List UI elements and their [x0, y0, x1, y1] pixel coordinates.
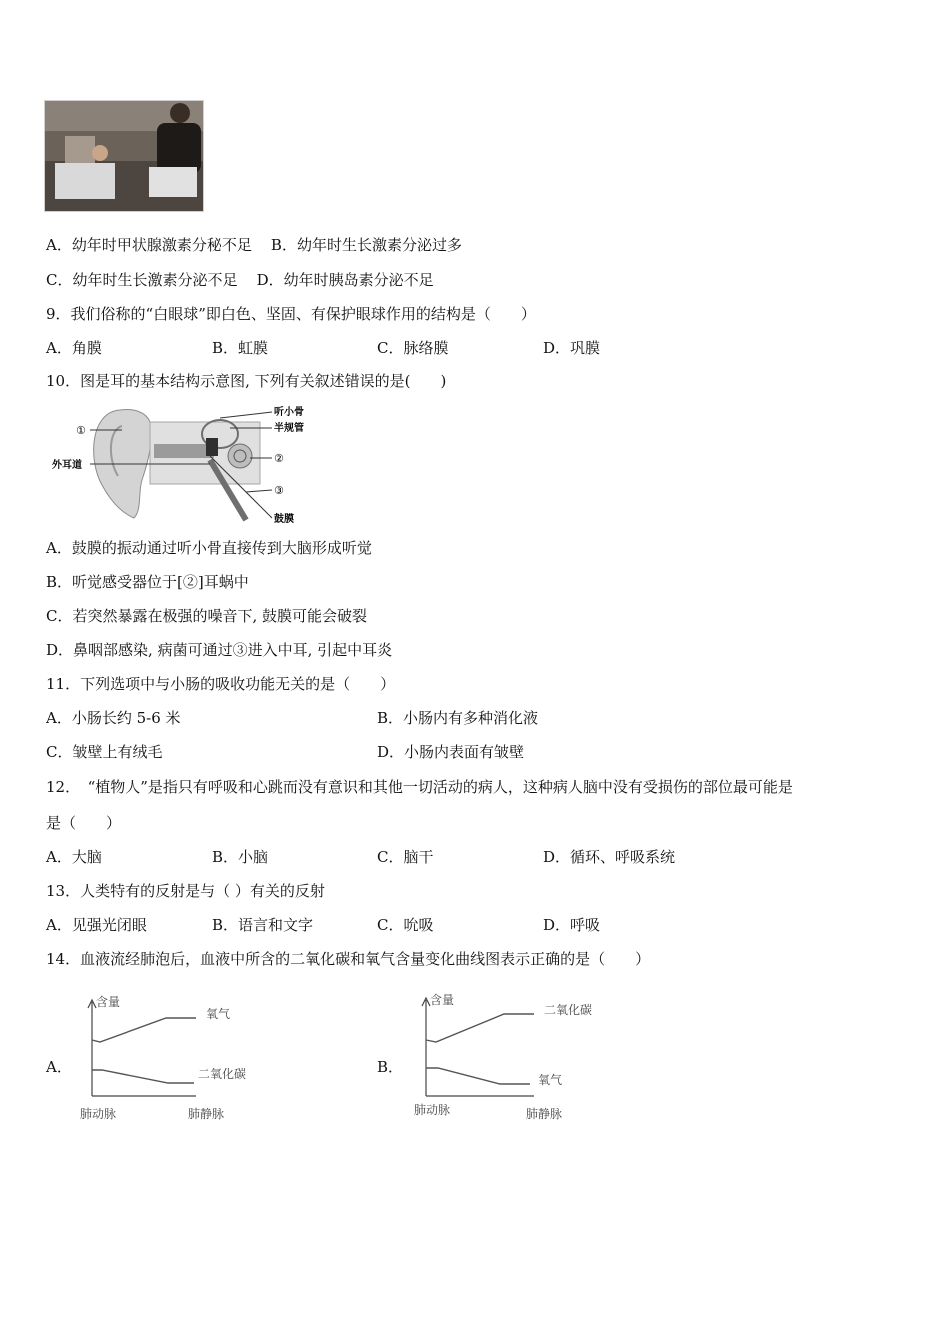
q12-option-d: D．循环、呼吸系统: [543, 848, 676, 866]
graph-b-lower-label: 氧气: [538, 1073, 563, 1087]
ear-label-canals: 半规管: [274, 423, 304, 434]
q13-option-a: A．见强光闭眼: [46, 916, 147, 934]
graph-b-ylabel: 含量: [430, 993, 455, 1007]
q8-option-b: B．幼年时生长激素分泌过多: [270, 236, 462, 254]
graph-b-curve-co2: [426, 1014, 534, 1042]
q13-option-c: C．吮吸: [377, 916, 434, 934]
ear-label-1: ①: [76, 424, 86, 437]
q12-option-b: B．小脑: [212, 848, 269, 866]
q14-option-a-label: A．: [46, 1058, 72, 1076]
graph-a-x-start: 肺动脉: [80, 1107, 117, 1121]
q12-option-c: C．脑干: [377, 848, 434, 866]
graph-a-upper-label: 氧气: [206, 1007, 231, 1021]
question-12-stem-line-2: 是（ ）: [46, 814, 122, 832]
q8-option-a: A．幼年时甲状腺激素分秘不足: [46, 236, 252, 254]
q9-option-b: B．虹膜: [212, 339, 269, 357]
q10-option-d: D．鼻咽部感染, 病菌可通过③进入中耳, 引起中耳炎: [46, 641, 393, 659]
question-14-stem: 14．血液流经肺泡后，血液中所含的二氧化碳和氧气含量变化曲线图表示正确的是（ ）: [46, 950, 651, 968]
q8-option-d: D．幼年时胰岛素分泌不足: [256, 271, 434, 289]
question-12-stem-line-1: 12． “植物人”是指只有呼吸和心跳而没有意识和其他一切活动的病人，这种病人脑中没有受损伤的部位最可能是: [46, 778, 793, 796]
q14-option-b-label: B．: [377, 1058, 404, 1076]
graph-b-upper-label: 二氧化碳: [544, 1003, 593, 1017]
q10-option-c: C．若突然暴露在极强的噪音下, 鼓膜可能会破裂: [46, 607, 368, 625]
graph-a-ylabel: 含量: [96, 995, 121, 1009]
ear-label-eardrum: 鼓膜: [274, 514, 294, 525]
question-11-stem: 11．下列选项中与小肠的吸收功能无关的是（ ）: [46, 675, 396, 693]
graph-b-curve-oxygen: [426, 1068, 530, 1084]
ear-structure-diagram: [50, 400, 320, 530]
ear-label-3: ③: [274, 484, 284, 497]
graph-b-x-end: 肺静脉: [526, 1107, 563, 1121]
q8-option-c: C．幼年时生长激素分泌不足: [46, 271, 238, 289]
question-8-photo: [44, 100, 204, 212]
q14-graph-a: [76, 990, 276, 1125]
ear-label-ear-canal: 外耳道: [52, 460, 82, 471]
q11-option-a: A．小肠长约 5-6 米: [46, 709, 181, 727]
question-13-stem: 13．人类特有的反射是与（ ）有关的反射: [46, 882, 325, 900]
graph-a-x-end: 肺静脉: [188, 1107, 225, 1121]
graph-a-lower-label: 二氧化碳: [198, 1067, 247, 1081]
q10-option-b: B．听觉感受器位于[②]耳蜗中: [46, 573, 249, 591]
q10-option-a: A．鼓膜的振动通过听小骨直接传到大脑形成听觉: [46, 539, 372, 557]
q11-option-c: C．皱壁上有绒毛: [46, 743, 163, 761]
q9-option-a: A．角膜: [46, 339, 102, 357]
question-9-stem: 9．我们俗称的“白眼球”即白色、坚固、有保护眼球作用的结构是（ ）: [46, 305, 536, 323]
q11-option-b: B．小肠内有多种消化液: [377, 709, 539, 727]
question-8-options-row-2: [46, 270, 434, 290]
q13-option-b: B．语言和文字: [212, 916, 314, 934]
q9-option-c: C．脉络膜: [377, 339, 449, 357]
graph-a-curve-co2: [92, 1070, 194, 1083]
question-8-options-row-1: [46, 235, 462, 255]
q13-option-d: D．呼吸: [543, 916, 601, 934]
ear-label-ossicles: 听小骨: [274, 407, 304, 418]
question-10-stem: 10．图是耳的基本结构示意图, 下列有关叙述错误的是( ): [46, 372, 447, 390]
graph-a-curve-oxygen: [92, 1018, 196, 1042]
graph-b-x-start: 肺动脉: [414, 1103, 451, 1117]
q12-option-a: A．大脑: [46, 848, 102, 866]
q14-graph-b: [408, 990, 618, 1125]
ear-label-2: ②: [274, 452, 284, 465]
q9-option-d: D．巩膜: [543, 339, 601, 357]
q11-option-d: D．小肠内表面有皱壁: [377, 743, 525, 761]
